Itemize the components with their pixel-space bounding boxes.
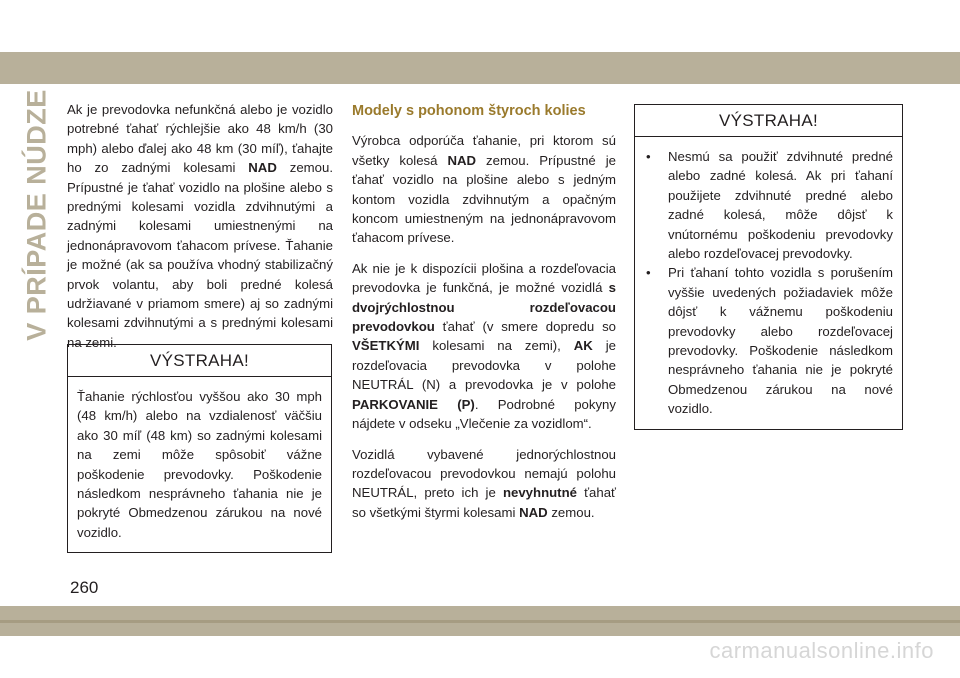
column-1	[67, 100, 333, 363]
bold-term: PARKOVANIE (P)	[352, 396, 475, 412]
column-2	[352, 100, 616, 533]
paragraph-1: Výrobca odporúča ťahanie, pri ktorom sú všetky kolesá NAD zemou. Prípustné je ťahať vozidlo na plošine alebo s jedným kontom vozidla zdvihnutým a opačným koncom umiestneným na jednonápravovom ťahacom prívese.	[352, 133, 616, 246]
list-item	[644, 147, 893, 263]
bold-term: AK	[573, 338, 593, 354]
towing-paragraph: Ak je prevodovka nefunkčná alebo je vozidlo potrebné ťahať rýchlejšie ako 48 km/h (30 mph) alebo ďalej ako 48 km (30 míľ), ťahajte ho zo zadnými kolesami NAD zemou. Prípustné je ťahať vozidlo na plošine alebo s prednými kolesami vozidla zdvihnutými a zadnými kolesami umiestnenými na jednonápravovom ťahacom prívese. Ťahanie je možné (ak sa používa vhodný stabilizačný prvok volantu, aby boli predné kolesá udržiavané v priamom smere) aj so zadnými kolesami zdvihnutými a s prednými kolesami na zemi.	[67, 102, 333, 350]
bullet-icon: •	[646, 265, 651, 281]
bold-term: NAD	[248, 160, 277, 176]
list-item	[644, 263, 893, 418]
list-item-text: Pri ťahaní tohto vozidla s porušením vyššie uvedených požiadaviek môže dôjsť k vážnemu poškodeniu prevodovky alebo rozdeľovacej prevodovky. Poškodenie následkom nesprávneho ťahania nie je pokryté Obmedzenou zárukou na nové vozidlo.	[668, 265, 893, 417]
watermark-text: carmanualsonline.info	[709, 638, 934, 663]
top-band	[0, 0, 960, 84]
paragraph-3: Vozidlá vybavené jednorýchlostnou rozdeľovacou prevodovkou nemajú polohu NEUTRÁL, preto ich je nevyhnutné ťahať so všetkými štyrmi kolesami NAD zemou.	[352, 446, 616, 520]
paragraph-2: Ak nie je k dispozícii plošina a rozdeľovacia prevodovka je funkčná, je možné vozidlá s dvojrýchlostnou rozdeľovacou prevodovkou ťahať (v smere dopredu so VŠETKÝMI kolesami na zemi), AK je rozdeľovacia prevodovka v polohe NEUTRÁL (N) a prevodovka je v polohe PARKOVANIE (P). Podrobné pokyny nájdete v odseku „Vlečenie za vozidlom“.	[352, 260, 616, 432]
page-number: 260	[70, 578, 99, 597]
bottom-band-line	[0, 620, 960, 623]
side-tab-label: V PRÍPADE NÚDZE	[21, 89, 52, 341]
warning-title: VÝSTRAHA!	[68, 345, 331, 377]
section-heading: Modely s pohonom štyroch kolies	[352, 103, 586, 119]
bullet-icon: •	[646, 149, 651, 164]
warning-text: Ťahanie rýchlosťou vyššou ako 30 mph (48 km/h) alebo na vzdialenosť väčšiu ako 30 míľ (48 km) so zadnými kolesami na zemi môže spôsobiť vážne poškodenie prevodovky. Poškodenie následkom nesprávneho ťahania nie je pokryté Obmedzenou zárukou na nové vozidlo.	[77, 389, 322, 540]
warning-list-body	[635, 137, 902, 429]
warning-title: VÝSTRAHA!	[635, 105, 902, 137]
bold-term: s dvojrýchlostnou rozdeľovacou prevodovkou	[352, 280, 616, 335]
bold-term: nevyhnutné	[502, 485, 577, 501]
bold-term: NAD	[519, 504, 548, 520]
warning-list	[644, 147, 893, 419]
top-stripe	[0, 52, 960, 84]
warning-box-1	[67, 344, 332, 553]
section-side-tab	[21, 89, 52, 341]
bold-term: VŠETKÝMI	[352, 338, 420, 354]
list-item-text: Nesmú sa použiť zdvihnuté predné alebo zadné kolesá. Ak pri ťahaní použijete zdvihnuté predné alebo zadné kolesá, môže dôjsť k vnútornému poškodeniu prevodovky alebo rozdeľovacej prevodovky.	[668, 149, 893, 262]
bold-term: NAD	[447, 152, 477, 168]
warning-box-2	[634, 104, 903, 430]
bottom-band	[0, 606, 960, 636]
